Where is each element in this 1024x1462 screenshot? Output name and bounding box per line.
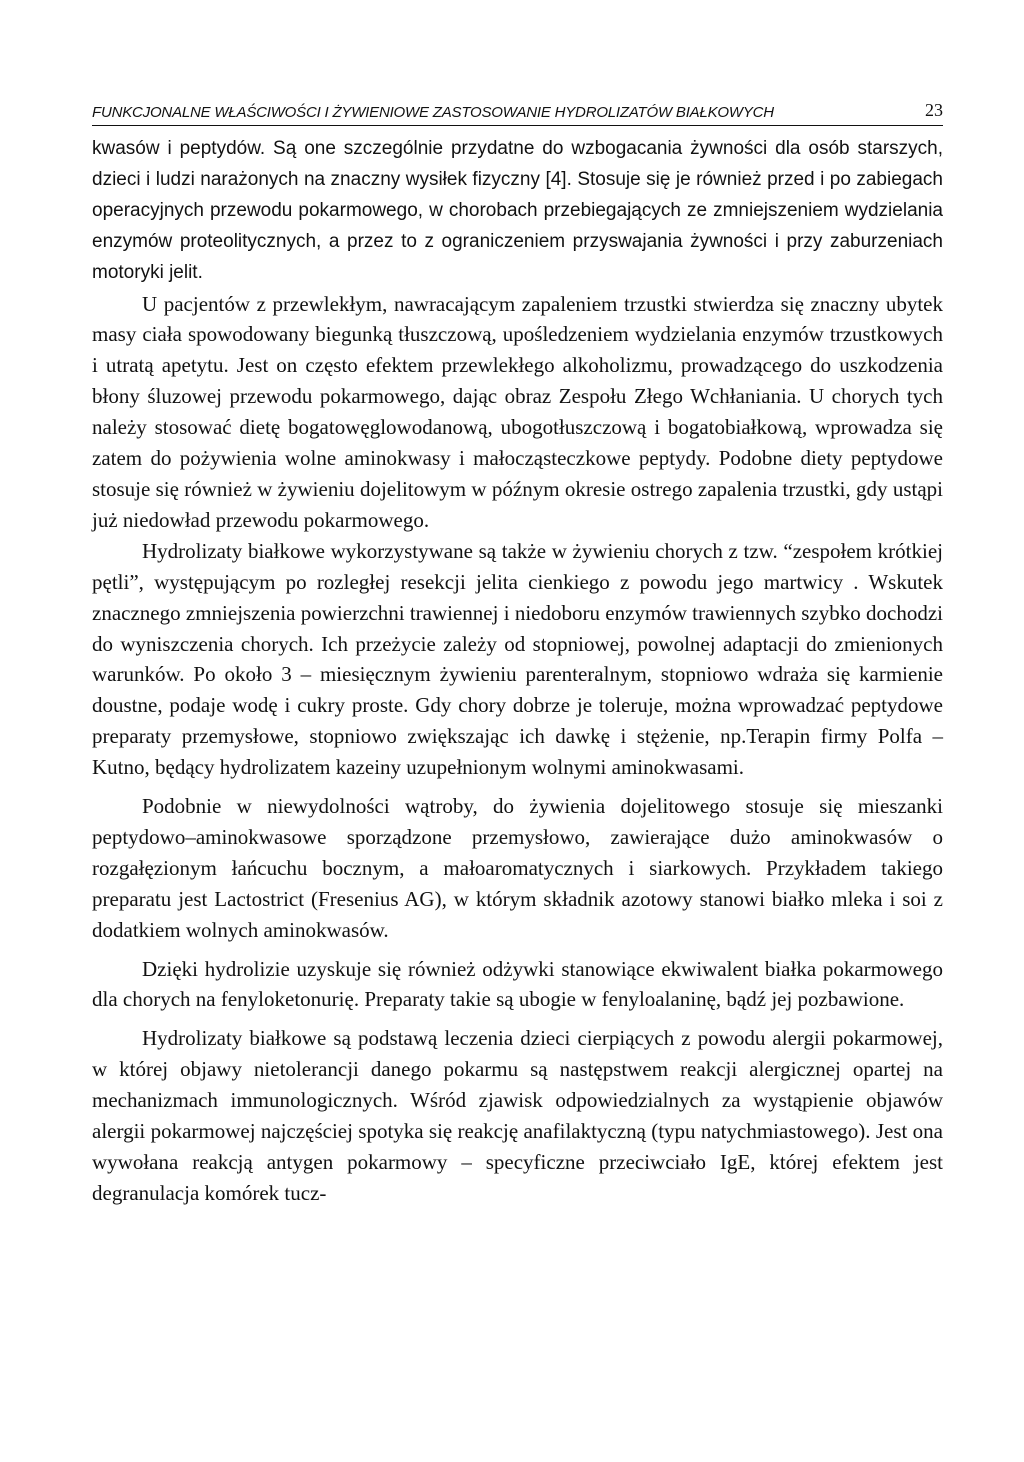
- paragraph-3: Hydrolizaty białkowe wykorzystywane są także w żywieniu chorych z tzw. “zespołem krótkiej pętli”, występującym po rozległej resekcji jelita cienkiego z powodu jego martwicy . Wskutek znacznego zmniejszenia powierzchni trawiennej i niedoboru enzymów trawiennych szybko dochodzi do wyniszczenia chorych. Ich przeżycie zależy od stopniowej, powolnej adaptacji do zmienionych warunków. Po około 3 – miesięcznym żywieniu parenteralnym, stopniowo wdraża się karmienie doustne, podaje wodę i cukry proste. Gdy chory dobrze je toleruje, można wprowadzać peptydowe preparaty przemysłowe, stopniowo zwiększając ich dawkę i stężenie, np.Terapin firmy Polfa – Kutno, będący hydrolizatem kazeiny uzupełnionym wolnymi aminokwasami.: [92, 538, 943, 780]
- paragraph-4: Podobnie w niewydolności wątroby, do żywienia dojelitowego stosuje się mieszanki peptydowo–aminokwasowe sporządzone przemysłowo, zawierające dużo aminokwasów o rozgałęzionym łańcuchu bocznym, a małoaromatycznych i siarkowych. Przykładem takiego preparatu jest Lactostrict (Fresenius AG), w którym składnik azotowy stanowi białko mleka i soi z dodatkiem wolnych aminokwasów.: [92, 794, 943, 942]
- document-page: [92, 100, 943, 1209]
- paragraph-2: U pacjentów z przewlekłym, nawracającym zapaleniem trzustki stwierdza się znaczny ubytek masy ciała spowodowany biegunką tłuszczową, upośledzeniem wydzielania enzymów trzustkowych i utratą apetytu. Jest on często efektem przewlekłego alkoholizmu, prowadzącego do uszkodzenia błony śluzowej przewodu pokarmowego, dając obraz Zespołu Złego Wchłaniania. U chorych tych należy stosować dietę bogatowęglowodanową, ubogotłuszczową i bogatobiałkową, wprowadza się zatem do pożywienia wolne aminokwasy i małocząsteczkowe peptydy. Podobne diety peptydowe stosuje się również w żywieniu dojelitowym w późnym okresie ostrego zapalenia trzustki, gdy ustąpi już niedowład przewodu pokarmowego.: [92, 291, 943, 532]
- paragraph-6: Hydrolizaty białkowe są podstawą leczenia dzieci cierpiących z powodu alergii pokarmowej, w której objawy nietolerancji danego pokarmu są następstwem reakcji alergicznej opartej na mechanizmach immunologicznych. Wśród zjawisk odpowiedzialnych za wystąpienie objawów alergii pokarmowej najczęściej spotyka się reakcję anafilaktyczną (typu natychmiastowego). Jest ona wywołana reakcją antygen pokarmowy – specyficzne przeciwciało IgE, której efektem jest degranulacja komórek tucz-: [92, 1026, 943, 1205]
- running-header-title: FUNKCJONALNE WŁAŚCIWOŚCI I ŻYWIENIOWE ZASTOSOWANIE HYDROLIZATÓW BIAŁKOWYCH: [92, 104, 774, 121]
- page-number: 23: [925, 100, 943, 120]
- body-text: [92, 134, 943, 1209]
- paragraph-5: Dzięki hydrolizie uzyskuje się również odżywki stanowiące ekwiwalent białka pokarmowego dla chorych na fenyloketonurię. Preparaty takie są ubogie w fenyloalaninę, bądź jej pozbawione.: [92, 956, 943, 1012]
- paragraph-1: kwasów i peptydów. Są one szczególnie przydatne do wzbogacania żywności dla osób starszych, dzieci i ludzi narażonych na znaczny wysiłek fizyczny [4]. Stosuje się je również przed i po zabiegach operacyjnych przewodu pokarmowego, w chorobach przebiegających ze zmniejszeniem wydzielania enzymów proteolitycznych, a przez to z ograniczeniem przyswajania żywności i przy zaburzeniach motoryki jelit.: [92, 138, 943, 283]
- running-header: [92, 100, 943, 126]
